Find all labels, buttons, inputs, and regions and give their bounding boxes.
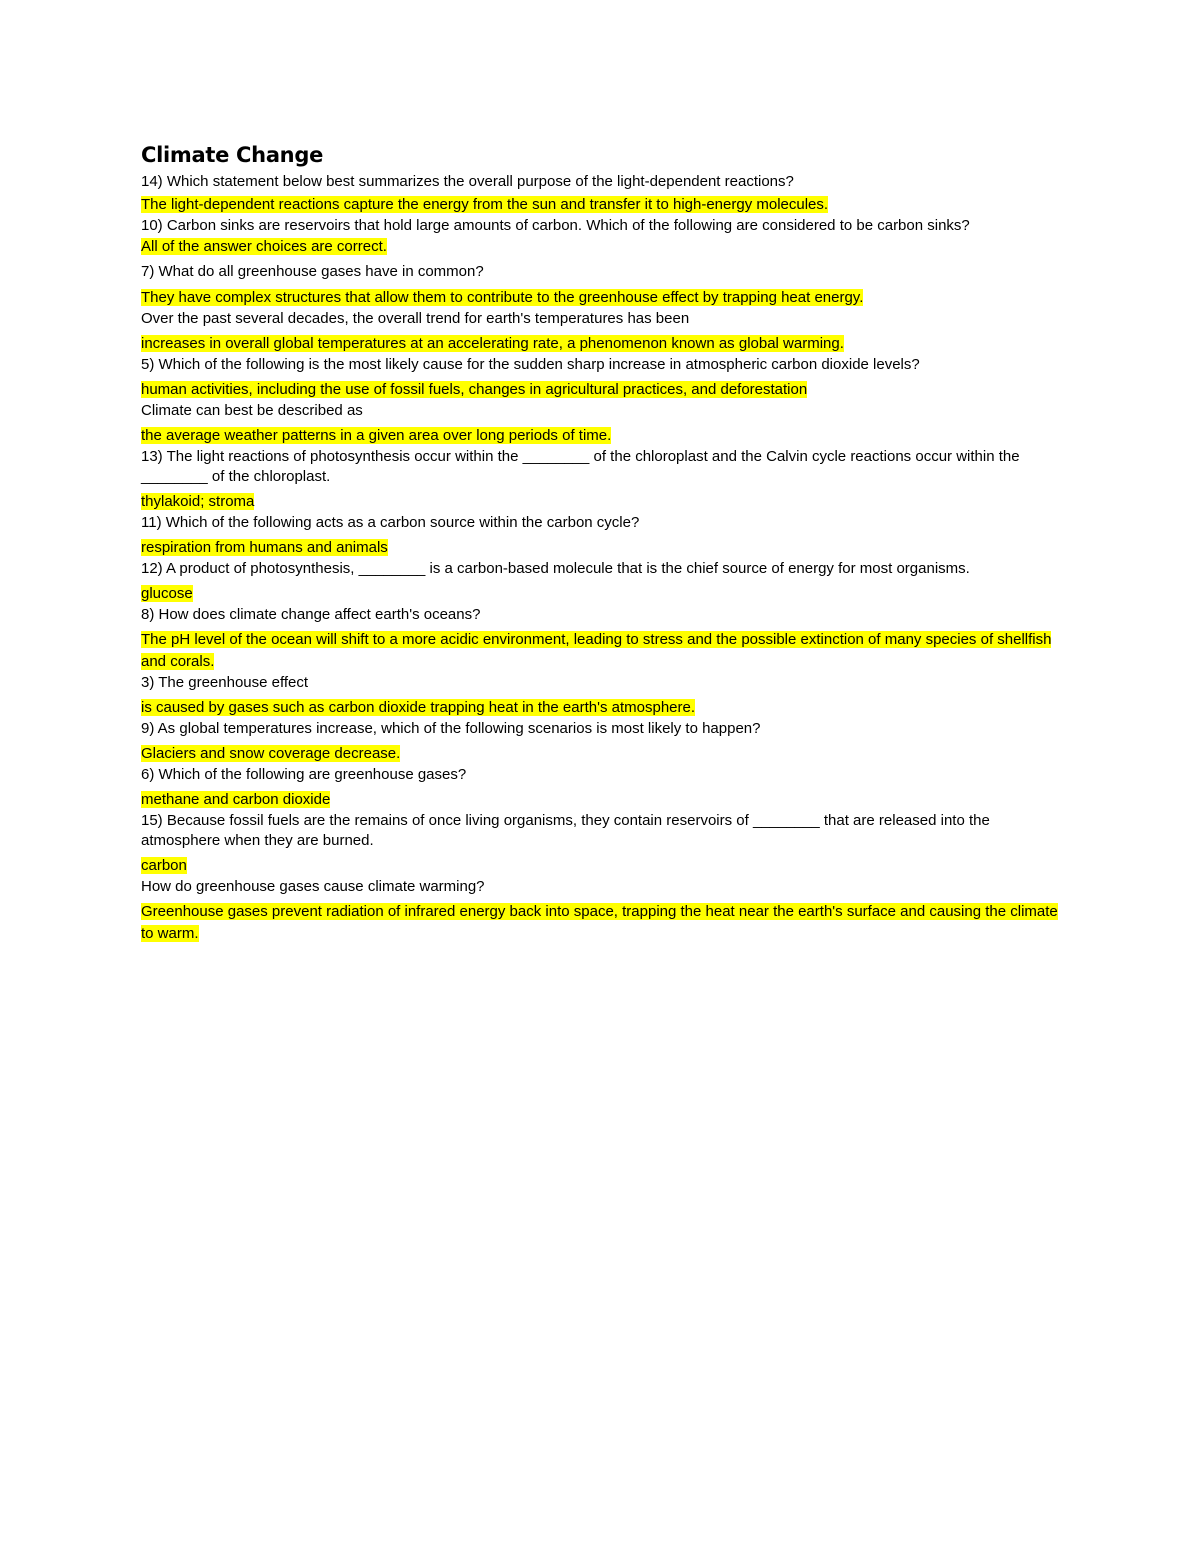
question-text: Over the past several decades, the overall trend for earth's temperatures has been	[141, 310, 690, 327]
answer-block	[141, 333, 1066, 355]
qa-item-13	[141, 447, 1066, 513]
qa-item-11	[141, 513, 1066, 559]
question-text: 7) What do all greenhouse gases have in common?	[141, 263, 484, 280]
answer-highlight: the average weather patterns in a given area over long periods of time.	[141, 427, 612, 444]
answer-block	[141, 236, 1066, 258]
answer-block	[141, 425, 1066, 447]
question-text: Climate can best be described as	[141, 402, 363, 419]
qa-item-greenhouse-warming	[141, 877, 1066, 945]
question-text: 12) A product of photosynthesis, ________ is a carbon-based molecule that is the chief source of energy for most organisms.	[141, 560, 970, 577]
answer-block	[141, 743, 1066, 765]
qa-item-12	[141, 559, 1066, 605]
answer-highlight: They have complex structures that allow them to contribute to the greenhouse effect by trapping heat energy.	[141, 289, 864, 306]
question-text: 8) How does climate change affect earth's oceans?	[141, 606, 481, 623]
answer-block	[141, 855, 1066, 877]
question-text: 10) Carbon sinks are reservoirs that hold large amounts of carbon. Which of the following are considered to be carbon sinks?	[141, 217, 970, 234]
answer-block	[141, 537, 1066, 559]
answer-highlight: thylakoid; stroma	[141, 493, 255, 510]
qa-item-9	[141, 719, 1066, 765]
answer-highlight: glucose	[141, 585, 193, 602]
answer-block	[141, 287, 1066, 309]
answer-highlight: respiration from humans and animals	[141, 539, 388, 556]
answer-highlight: Greenhouse gases prevent radiation of infrared energy back into space, trapping the heat near the earth's surface and causing the climate to warm.	[141, 903, 1058, 942]
qa-item-10	[141, 216, 1066, 258]
qa-item-8	[141, 605, 1066, 673]
question-text: How do greenhouse gases cause climate warming?	[141, 878, 485, 895]
qa-item-15	[141, 811, 1066, 877]
answer-highlight: human activities, including the use of fossil fuels, changes in agricultural practices, and deforestation	[141, 381, 808, 398]
answer-highlight: is caused by gases such as carbon dioxide trapping heat in the earth's atmosphere.	[141, 699, 696, 716]
answer-highlight: methane and carbon dioxide	[141, 791, 331, 808]
qa-item-climate-definition	[141, 401, 1066, 447]
question-text: 13) The light reactions of photosynthesis occur within the ________ of the chloroplast and the Calvin cycle reactions occur within the ________ of the chloroplast.	[141, 448, 1020, 485]
answer-block	[141, 629, 1066, 673]
answer-block	[141, 789, 1066, 811]
answer-highlight: Glaciers and snow coverage decrease.	[141, 745, 401, 762]
qa-item-14	[141, 172, 1066, 216]
question-text: 14) Which statement below best summarizes the overall purpose of the light-dependent reactions?	[141, 173, 794, 190]
question-text: 9) As global temperatures increase, which of the following scenarios is most likely to happen?	[141, 720, 761, 737]
question-text: 15) Because fossil fuels are the remains of once living organisms, they contain reservoirs of ________ that are released into the atmosphere when they are burned.	[141, 812, 990, 849]
question-text: 11) Which of the following acts as a carbon source within the carbon cycle?	[141, 514, 640, 531]
qa-item-3	[141, 673, 1066, 719]
answer-highlight: increases in overall global temperatures at an accelerating rate, a phenomenon known as global warming.	[141, 335, 844, 352]
answer-block	[141, 697, 1066, 719]
qa-item-6	[141, 765, 1066, 811]
document-page	[141, 140, 1066, 945]
qa-item-7	[141, 262, 1066, 309]
answer-block	[141, 901, 1066, 945]
answer-block	[141, 379, 1066, 401]
answer-highlight: All of the answer choices are correct.	[141, 238, 387, 255]
answer-block	[141, 583, 1066, 605]
answer-highlight: The light-dependent reactions capture the energy from the sun and transfer it to high-energy molecules.	[141, 196, 829, 213]
page-title: Climate Change	[141, 143, 324, 167]
qa-item-temperature-trend	[141, 309, 1066, 355]
answer-highlight: carbon	[141, 857, 187, 874]
answer-block	[141, 491, 1066, 513]
question-text: 6) Which of the following are greenhouse gases?	[141, 766, 467, 783]
qa-item-5	[141, 355, 1066, 401]
answer-highlight: The pH level of the ocean will shift to a more acidic environment, leading to stress and the possible extinction of many species of shellfish and corals.	[141, 631, 1052, 670]
question-text: 3) The greenhouse effect	[141, 674, 309, 691]
question-text: 5) Which of the following is the most likely cause for the sudden sharp increase in atmospheric carbon dioxide levels?	[141, 356, 920, 373]
answer-block	[141, 194, 1066, 216]
